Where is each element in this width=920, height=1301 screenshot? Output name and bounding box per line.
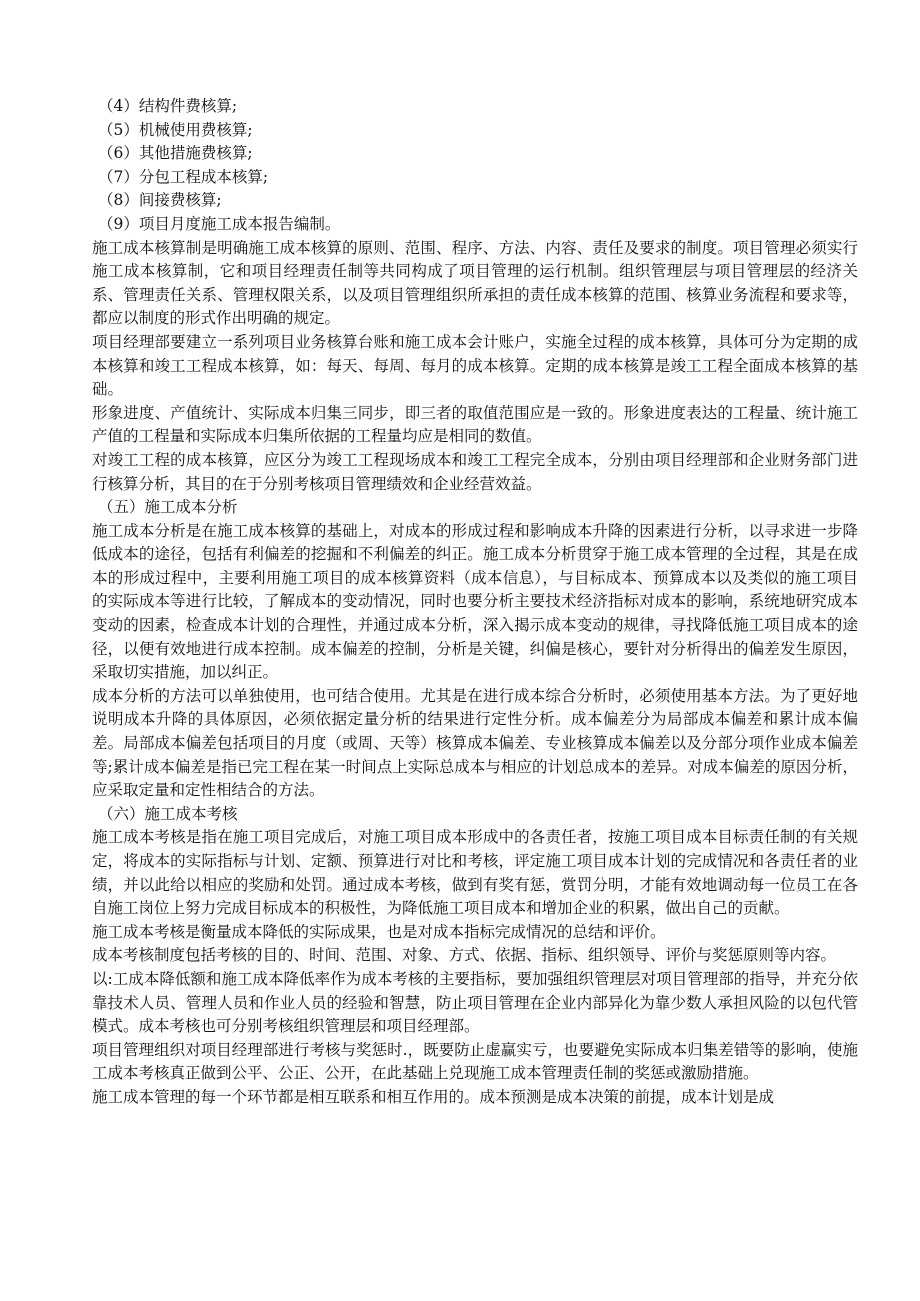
paragraph-completed-project-cost: 对竣工工程的成本核算，应区分为竣工工程现场成本和竣工工程完全成本，分别由项目经理部和企业财务部门进行核算分析，其目的在于分别考核项目管理绩效和企业经营效益。 — [92, 450, 858, 493]
paragraph-assessment-rewards: 项目管理组织对项目经理部进行考核与奖惩时.，既要防止虚赢实亏，也要避免实际成本归集差错等的影响，使施工成本考核真正做到公平、公正、公开，在此基础上兑现施工成本管理责任制的奖惩或激励措施。 — [92, 1040, 858, 1083]
list-item-5: （5）机械使用费核算; — [98, 120, 253, 139]
document-page — [92, 95, 858, 1110]
list-item-9: （9）项目月度施工成本报告编制。 — [98, 214, 341, 233]
list-item-8: （8）间接费核算; — [98, 191, 222, 210]
paragraph-assessment-system: 成本考核制度包括考核的目的、时间、范围、对象、方式、依据、指标、组织领导、评价与奖惩原则等内容。 — [92, 946, 837, 965]
list-item-4: （4）结构件费核算; — [98, 97, 238, 115]
paragraph-cost-accounting-system: 施工成本核算制是明确施工成本核算的原则、范围、程序、方法、内容、责任及要求的制度。项目管理必须实行施工成本核算制，它和项目经理责任制等共同构成了项目管理的运行机制。组织管理层与项目管理层的经济关系、管理责任关系、管理权限关系，以及项目管理组织所承担的责任成本核算的范围、核算业务流程和要求等，都应以制度的形式作出明确的规定。 — [92, 238, 858, 328]
paragraph-cost-analysis: 施工成本分析是在施工成本核算的基础上，对成本的形成过程和影响成本升降的因素进行分析，以寻求进一步降低成本的途径，包括有利偏差的挖掘和不利偏差的纠正。施工成本分析贯穿于施工成本管理的全过程，其是在成本的形成过程中，主要利用施工项目的成本核算资料（成本信息），与目标成本、预算成本以及类似的施工项目的实际成本等进行比较，了解成本的变动情况，同时也要分析主要技术经济指标对成本的影响，系统地研究成本变动的因素，检查成本计划的合理性，并通过成本分析，深入揭示成本变动的规律，寻找降低施工项目成本的途径，以便有效地进行成本控制。成本偏差的控制，分析是关键，纠偏是核心，要针对分析得出的偏差发生原因，采取切实措施，加以纠正。 — [92, 521, 858, 682]
paragraph-three-sync: 形象进度、产值统计、实际成本归集三同步，即三者的取值范围应是一致的。形象进度表达的工程量、统计施工产值的工程量和实际成本归集所依据的工程量均应是相同的数值。 — [92, 403, 858, 446]
paragraph-analysis-methods: 成本分析的方法可以单独使用，也可结合使用。尤其是在进行成本综合分析时，必须使用基本方法。为了更好地说明成本升降的具体原因，必须依据定量分析的结果进行定性分析。成本偏差分为局部成本偏差和累计成本偏差。局部成本偏差包括项目的月度（或周、天等）核算成本偏差、专业核算成本偏差以及分部分项作业成本偏差等;累计成本偏差是指已完工程在某一时间点上实际总成本与相应的计划总成本的差异。对成本偏差的原因分析，应采取定量和定性相结合的方法。 — [92, 686, 858, 800]
paragraph-cost-assessment: 施工成本考核是指在施工项目完成后，对施工项目成本形成中的各责任者，按施工项目成本目标责任制的有关规定，将成本的实际指标与计划、定额、预算进行对比和考核，评定施工项目成本计划的完成情况和各责任者的业绩，并以此给以相应的奖励和处罚。通过成本考核，做到有奖有惩，赏罚分明，才能有效地调动每一位员工在各自施工岗位上努力完成目标成本的积极性，为降低施工项目成本和增加企业的积累，做出自己的贡献。 — [92, 828, 858, 918]
paragraph-project-ledger: 项目经理部要建立一系列项目业务核算台账和施工成本会计账户，实施全过程的成本核算，具体可分为定期的成本核算和竣工工程成本核算，如：每天、每周、每月的成本核算。定期的成本核算是竣工工程全面成本核算的基础。 — [92, 332, 858, 399]
section-heading-cost-assessment: （六）施工成本考核 — [98, 804, 238, 823]
section-heading-cost-analysis: （五）施工成本分析 — [98, 498, 238, 517]
list-item-6: （6）其他措施费核算; — [98, 144, 253, 163]
paragraph-assessment-measure: 施工成本考核是衡量成本降低的实际成果，也是对成本指标完成情况的总结和评价。 — [92, 922, 666, 941]
list-item-7: （7）分包工程成本核算; — [98, 167, 269, 186]
paragraph-management-links: 施工成本管理的每一个环节都是相互联系和相互作用的。成本预测是成本决策的前提，成本计划是成 — [92, 1087, 775, 1106]
paragraph-assessment-indicators: 以:工成本降低额和施工成本降低率作为成本考核的主要指标，要加强组织管理层对项目管理部的指导，并充分依靠技术人员、管理人员和作业人员的经验和智慧，防止项目管理在企业内部异化为靠少数人承担风险的以包代管模式。成本考核也可分别考核组织管理层和项目经理部。 — [92, 969, 858, 1036]
